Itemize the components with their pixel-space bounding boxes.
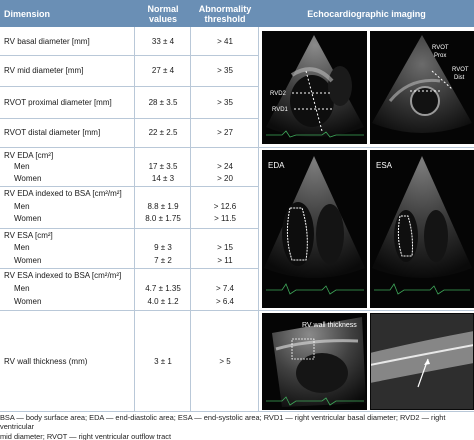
row-threshold: > 5 [219,356,231,366]
row-dimension: Men [14,201,30,211]
row-dimension: Women [14,255,42,265]
row-normal-value: 3 ± 1 [154,356,172,366]
table-row [0,160,259,172]
row-threshold: > 7.4 [215,283,234,293]
row-threshold: > 27 [217,128,233,137]
header-echo-imaging: Echocardiographic imaging [307,8,426,19]
label-rvot-dist: RVOT [452,67,469,73]
label-rv-wall-thickness: RV wall thickness [302,322,357,329]
label-rvot-dist-2: Dist [454,75,465,81]
row-dimension: RVOT distal diameter [mm] [4,128,101,137]
row-dimension: Women [14,173,42,183]
row-dimension: RV ESA [cm²] [4,231,53,240]
row-dimension: RV mid diameter [mm] [4,66,84,75]
label-rvot-prox-2: Prox [434,53,447,59]
echo-image-rv-wall [262,313,367,410]
header-abnormality-line1: Abnormality [198,3,252,14]
row-dimension: Men [14,242,30,252]
echo-image-esa [370,150,474,308]
row-normal-value: 22 ± 2.5 [148,128,178,137]
row-threshold: > 15 [217,242,233,252]
table-row [0,172,259,184]
row-normal-value: 28 ± 3.5 [148,97,178,107]
table-row [0,295,259,307]
row-normal-value: 14 ± 3 [151,173,175,183]
row-normal-value: 33 ± 4 [151,36,175,46]
row-normal-value: 27 ± 4 [151,66,175,75]
table-row [0,86,259,118]
table-row [0,55,259,86]
label-esa: ESA [376,161,393,170]
echo-image-rv-wall-zoom [370,313,474,410]
row-threshold: > 12.6 [213,201,237,211]
row-dimension: RVOT proximal diameter [mm] [4,97,112,107]
table-bottom-border [0,411,474,412]
header-normal-values [135,0,191,27]
label-rvd2: RVD2 [270,91,286,97]
table-row [0,311,259,411]
table-row [0,269,259,282]
table-row [0,282,259,294]
row-dimension: RV basal diameter [mm] [4,36,90,46]
table-header [0,0,474,27]
row-dimension: RV ESA indexed to BSA [cm²/m²] [4,271,122,280]
echo-image-rv-diameters [262,31,367,144]
header-abnormality-threshold [191,0,259,27]
row-threshold: > 20 [217,173,233,183]
label-rvot-prox: RVOT [432,45,449,51]
row-dimension: Women [14,296,42,306]
row-normal-value: 4.7 ± 1.35 [145,283,181,293]
row-threshold: > 24 [217,161,233,171]
row-dimension: Men [14,161,30,171]
row-threshold: > 6.4 [215,296,234,306]
label-rvd1: RVD1 [272,107,288,113]
table-row [0,200,259,212]
row-normal-value: 17 ± 3.5 [148,161,178,171]
row-dimension: RV EDA [cm²] [4,150,54,160]
row-normal-value: 9 ± 3 [154,242,172,252]
row-dimension: RV EDA indexed to BSA [cm²/m²] [4,189,122,198]
echo-image-eda [262,150,367,308]
row-threshold: > 35 [217,66,233,75]
table-row [0,254,259,266]
label-eda: EDA [268,161,285,170]
table-row [0,212,259,225]
header-abnormality-line2: threshold [204,13,246,24]
table-row [0,241,259,253]
row-threshold: > 11.5 [214,214,236,223]
row-normal-value: 8.8 ± 1.9 [147,201,179,211]
row-threshold: > 35 [217,97,233,107]
row-threshold: > 11 [217,255,233,265]
row-normal-value: 8.0 ± 1.75 [145,214,181,223]
row-normal-value: 7 ± 2 [154,255,172,265]
row-dimension: Women [14,214,42,223]
footnote [0,413,474,440]
table-row [0,187,259,200]
header-dimension: Dimension [4,8,51,19]
table-row [0,118,259,147]
row-threshold: > 41 [217,36,233,46]
echo-image-rvot [370,31,474,144]
header-normal-values-line1: Normal [147,3,179,14]
row-dimension: RV wall thickness (mm) [4,356,88,366]
row-dimension: Men [14,283,30,293]
footnote-line2: mid diameter; RVOT — right ventricular outflow tract [0,431,172,440]
row-normal-value: 4.0 ± 1.2 [147,296,179,306]
table-row [0,27,259,55]
footnote-line1: BSA — body surface area; EDA — end-diastolic area; ESA — end-systolic area; RVD1 — right ventricular basal diameter; RVD2 — right ventricular [0,413,446,432]
header-normal-values-line2: values [148,13,177,24]
